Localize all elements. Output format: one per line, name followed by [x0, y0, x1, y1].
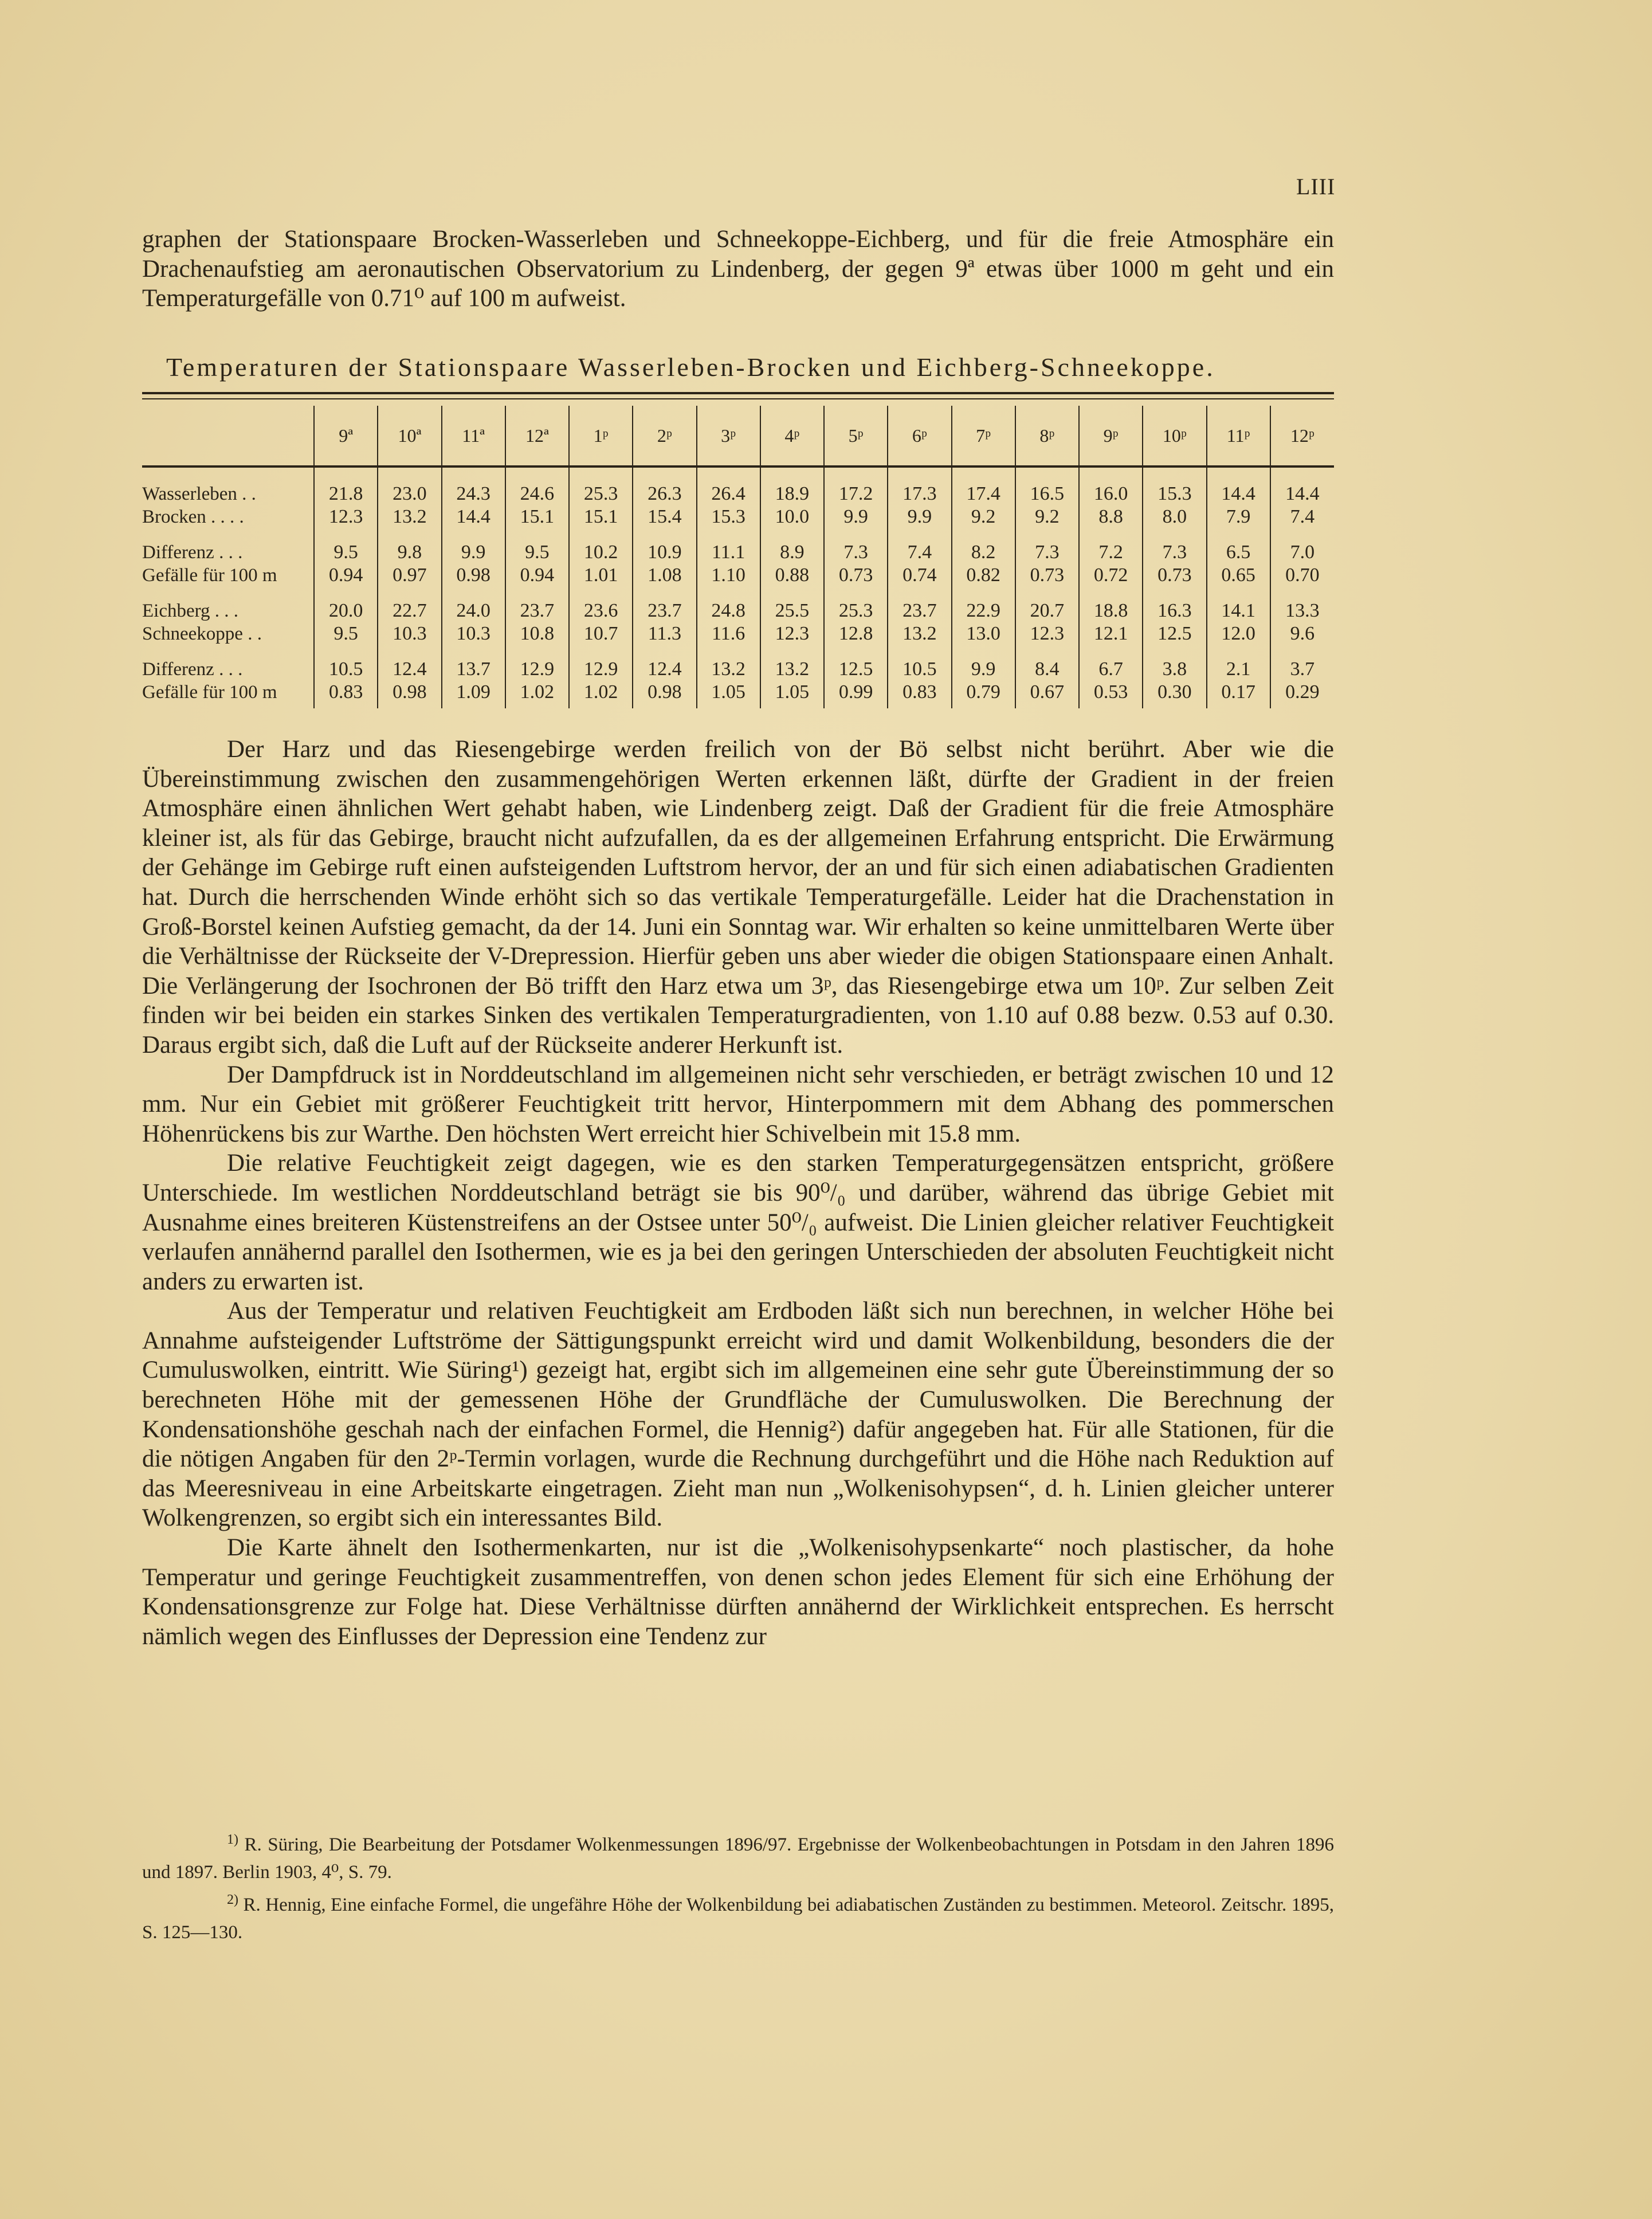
cell-value: 12.4 — [393, 658, 427, 680]
value-cell — [378, 596, 441, 654]
value-cell — [1015, 596, 1079, 654]
value-cell — [633, 596, 696, 654]
cell-value: 0.83 — [902, 681, 937, 703]
cell-value: 15.1 — [520, 506, 555, 527]
header-hour: 4ᵖ — [760, 406, 824, 466]
cell-value: 14.4 — [1285, 483, 1320, 504]
body-text — [142, 735, 1334, 1651]
cell-value: 1.05 — [711, 681, 745, 703]
cell-value: 12.5 — [1157, 623, 1192, 644]
header-hour: 10ᵖ — [1143, 406, 1206, 466]
cell-value: 0.53 — [1093, 681, 1128, 703]
table-row-group — [142, 538, 1334, 596]
cell-value: 0.82 — [966, 564, 1000, 586]
value-cell — [888, 538, 951, 596]
cell-value: 13.7 — [456, 658, 491, 680]
table-row-group — [142, 466, 1334, 538]
value-cell — [442, 654, 505, 708]
value-cell — [952, 538, 1015, 596]
value-cell — [314, 596, 378, 654]
value-cell — [1015, 538, 1079, 596]
cell-value: 13.2 — [902, 623, 937, 644]
table-title: Temperaturen der Stationspaare Wasserleben-Brocken und Eichberg-Schneekoppe. — [166, 352, 1215, 382]
cell-value: 0.94 — [328, 564, 363, 586]
cell-value: 8.2 — [971, 542, 996, 563]
cell-value: 16.0 — [1093, 483, 1128, 504]
header-hour: 9ᵖ — [1079, 406, 1143, 466]
value-cell — [952, 654, 1015, 708]
value-cell — [1079, 596, 1143, 654]
cell-value: 12.3 — [328, 506, 363, 527]
table-top-rule-thin — [142, 398, 1334, 399]
cell-value: 23.0 — [393, 483, 427, 504]
cell-value: 1.02 — [520, 681, 555, 703]
footnotes — [142, 1826, 1334, 1946]
row-label: Gefälle für 100 m — [142, 565, 277, 586]
cell-value: 12.5 — [838, 658, 873, 680]
value-cell — [314, 654, 378, 708]
cell-value: 7.3 — [1162, 542, 1187, 563]
value-cell — [442, 538, 505, 596]
cell-value: 7.2 — [1098, 542, 1123, 563]
value-cell — [1015, 466, 1079, 538]
cell-value: 9.2 — [971, 506, 996, 527]
cell-value: 0.98 — [456, 564, 491, 586]
table-row-group — [142, 654, 1334, 708]
cell-value: 9.6 — [1290, 623, 1315, 644]
cell-value: 11.6 — [712, 623, 745, 644]
value-cell — [1143, 654, 1206, 708]
row-label: Eichberg . . . — [142, 601, 239, 621]
temperature-table — [142, 406, 1334, 708]
value-cell — [633, 538, 696, 596]
cell-value: 1.05 — [775, 681, 810, 703]
cell-value: 13.3 — [1285, 600, 1320, 621]
cell-value: 23.7 — [648, 600, 682, 621]
cell-value: 20.0 — [328, 600, 363, 621]
cell-value: 24.8 — [711, 600, 745, 621]
cell-value: 24.3 — [456, 483, 491, 504]
cell-value: 8.4 — [1035, 658, 1060, 680]
value-cell — [569, 654, 633, 708]
body-paragraph: Der Harz und das Riesengebirge werden freilich von der Bö selbst nicht berührt. Aber wie die Übereinstimmung zwischen den zusammengehörigen Werten erkennen läßt, dürfte der Gradient in der freien Atmosphäre einen ähnlichen Wert gehabt haben, wie Lindenberg zeigt. Daß der Gradient für die freie Atmosphäre kleiner ist, als für das Gebirge, braucht nicht aufzufallen, da es der allgemeinen Erfahrung entspricht. Die Erwärmung der Gehänge im Gebirge ruft einen aufsteigenden Luftstrom hervor, der an und für sich einen adiabatischen Gradienten hat. Durch die herrschenden Winde erhöht sich so das vertikale Temperaturgefälle. Leider hat die Drachenstation in Groß-Borstel keinen Aufstieg gemacht, da der 14. Juni ein Sonntag war. Wir erhalten so keine unmittelbaren Werte über die Verhältnisse der Rückseite der V-Drepression. Hierfür geben uns aber wieder die obigen Stationspaare einen Anhalt. Die Verlängerung der Isochronen der Bö trifft den Harz etwa um 3ᵖ, das Riesengebirge etwa um 10ᵖ. Zur selben Zeit finden wir bei beiden ein starkes Sinken des vertikalen Temperaturgradienten, von 1.10 auf 0.88 bezw. 0.53 auf 0.30. Daraus ergibt sich, daß die Luft auf der Rückseite anderer Herkunft ist. — [142, 736, 1334, 1058]
header-hour: 2ᵖ — [633, 406, 696, 466]
header-hour: 11ᵖ — [1207, 406, 1270, 466]
value-cell — [569, 596, 633, 654]
cell-value: 0.17 — [1221, 681, 1255, 703]
cell-value: 10.5 — [902, 658, 937, 680]
value-cell — [824, 654, 888, 708]
value-cell — [633, 466, 696, 538]
cell-value: 25.3 — [583, 483, 618, 504]
value-cell — [505, 466, 569, 538]
value-cell — [760, 654, 824, 708]
cell-value: 8.9 — [780, 542, 805, 563]
cell-value: 17.4 — [966, 483, 1000, 504]
page-number: LIII — [1296, 174, 1336, 199]
cell-value: 18.8 — [1093, 600, 1128, 621]
row-label: Brocken . . . . — [142, 507, 244, 527]
cell-value: 9.9 — [461, 542, 486, 563]
cell-value: 9.9 — [843, 506, 868, 527]
row-label: Differenz . . . — [142, 542, 243, 563]
value-cell — [505, 654, 569, 708]
value-cell — [824, 466, 888, 538]
cell-value: 13.2 — [393, 506, 427, 527]
cell-value: 0.74 — [902, 564, 937, 586]
cell-value: 3.7 — [1290, 658, 1315, 680]
header-hour: 7ᵖ — [952, 406, 1015, 466]
cell-value: 26.4 — [711, 483, 745, 504]
cell-value: 9.9 — [971, 658, 996, 680]
header-hour: 10ª — [378, 406, 441, 466]
cell-value: 9.9 — [907, 506, 932, 527]
cell-value: 21.8 — [328, 483, 363, 504]
body-paragraph: Die Karte ähnelt den Isothermenkarten, nur ist die „Wolkenisohypsenkarte“ noch plastischer, da hohe Temperatur und geringe Feuchtigkeit zusammentreffen, von denen schon jedes Element für sich eine Erhöhung der Kondensationsgrenze zur Folge hat. Diese Verhältnisse dürften annähernd der Wirklichkeit entsprechen. Es herrscht nämlich wegen des Einflusses der Depression eine Tendenz zur — [142, 1534, 1334, 1650]
cell-value: 0.98 — [648, 681, 682, 703]
cell-value: 18.9 — [775, 483, 810, 504]
value-cell — [442, 596, 505, 654]
cell-value: 0.99 — [838, 681, 873, 703]
cell-value: 9.8 — [397, 542, 422, 563]
cell-value: 3.8 — [1162, 658, 1187, 680]
cell-value: 0.72 — [1093, 564, 1128, 586]
body-paragraph: Die relative Feuchtigkeit zeigt dagegen, wie es den starken Temperaturgegensätzen entspricht, größere Unterschiede. Im westlichen Norddeutschland beträgt sie bis 90⁰/₀ und darüber, während das übrige Gebiet mit Ausnahme eines breiteren Küstenstreifens an der Ostsee unter 50⁰/₀ aufweist. Die Linien gleicher relativer Feuchtigkeit verlaufen annähernd parallel den Isothermen, wie es ja bei den geringen Unterschieden der absoluten Feuchtigkeit nicht anders zu erwarten ist. — [142, 1150, 1334, 1295]
intro-paragraph: graphen der Stationspaare Brocken-Wasserleben und Schneekoppe-Eichberg, und für die freie Atmosphäre ein Drachenaufstieg am aeronautischen Observatorium zu Lindenberg, der gegen 9ª etwas über 1000 m geht und ein Temperaturgefälle von 0.71⁰ auf 100 m aufweist. — [142, 226, 1334, 312]
cell-value: 25.3 — [838, 600, 873, 621]
cell-value: 1.09 — [456, 681, 491, 703]
cell-value: 23.6 — [583, 600, 618, 621]
footnote — [142, 1826, 1334, 1886]
cell-value: 11.3 — [648, 623, 681, 644]
cell-value: 9.5 — [333, 542, 358, 563]
value-cell — [697, 538, 760, 596]
cell-value: 7.0 — [1290, 542, 1315, 563]
cell-value: 13.2 — [775, 658, 810, 680]
cell-value: 7.9 — [1226, 506, 1251, 527]
cell-value: 9.5 — [525, 542, 550, 563]
cell-value: 14.4 — [1221, 483, 1255, 504]
table-body — [142, 466, 1334, 708]
header-label-cell — [142, 406, 314, 466]
value-cell — [697, 466, 760, 538]
header-hour: 6ᵖ — [888, 406, 951, 466]
intro-paragraph-block — [142, 225, 1334, 313]
value-cell — [1207, 538, 1270, 596]
cell-value: 10.3 — [393, 623, 427, 644]
cell-value: 22.7 — [393, 600, 427, 621]
value-cell — [760, 596, 824, 654]
value-cell — [505, 596, 569, 654]
cell-value: 11.1 — [712, 542, 745, 563]
value-cell — [697, 654, 760, 708]
row-label-cell — [142, 538, 314, 596]
table-row-group — [142, 596, 1334, 654]
footnote-text: R. Süring, Die Bearbeitung der Potsdamer Wolkenmessungen 1896/97. Ergebnisse der Wolkenbeobachtungen in Potsdam in den Jahren 1896 und 1897. Berlin 1903, 4⁰, S. 79. — [142, 1834, 1334, 1883]
value-cell — [1270, 466, 1334, 538]
value-cell — [697, 596, 760, 654]
cell-value: 15.4 — [648, 506, 682, 527]
cell-value: 0.73 — [1030, 564, 1065, 586]
value-cell — [1143, 538, 1206, 596]
value-cell — [952, 596, 1015, 654]
row-label: Wasserleben . . — [142, 484, 256, 504]
cell-value: 12.3 — [1030, 623, 1065, 644]
cell-value: 1.10 — [711, 564, 745, 586]
value-cell — [1207, 466, 1270, 538]
value-cell — [1143, 596, 1206, 654]
value-cell — [760, 538, 824, 596]
header-hour: 1ᵖ — [569, 406, 633, 466]
cell-value: 12.1 — [1093, 623, 1128, 644]
value-cell — [760, 466, 824, 538]
value-cell — [1079, 538, 1143, 596]
cell-value: 25.5 — [775, 600, 810, 621]
cell-value: 23.7 — [520, 600, 555, 621]
cell-value: 7.4 — [907, 542, 932, 563]
value-cell — [1270, 596, 1334, 654]
cell-value: 8.0 — [1162, 506, 1187, 527]
value-cell — [1270, 654, 1334, 708]
header-hour: 3ᵖ — [697, 406, 760, 466]
header-hour: 8ᵖ — [1015, 406, 1079, 466]
value-cell — [1015, 654, 1079, 708]
footnote — [142, 1886, 1334, 1946]
value-cell — [824, 538, 888, 596]
value-cell — [1207, 654, 1270, 708]
cell-value: 0.73 — [838, 564, 873, 586]
cell-value: 7.4 — [1290, 506, 1315, 527]
cell-value: 7.3 — [1035, 542, 1060, 563]
cell-value: 14.1 — [1221, 600, 1255, 621]
header-hour: 12ᵖ — [1270, 406, 1334, 466]
value-cell — [633, 654, 696, 708]
cell-value: 24.0 — [456, 600, 491, 621]
value-cell — [1079, 654, 1143, 708]
cell-value: 22.9 — [966, 600, 1000, 621]
value-cell — [314, 538, 378, 596]
cell-value: 16.5 — [1030, 483, 1065, 504]
value-cell — [888, 466, 951, 538]
cell-value: 12.8 — [838, 623, 873, 644]
footnote-mark: 2) — [227, 1892, 238, 1907]
body-paragraph: Aus der Temperatur und relativen Feuchtigkeit am Erdboden läßt sich nun berechnen, in welcher Höhe bei Annahme aufsteigender Luftströme der Sättigungspunkt erreicht wird und damit Wolkenbildung, besonders die der Cumuluswolken, eintritt. Wie Süring¹) gezeigt hat, ergibt sich im allgemeinen eine sehr gute Übereinstimmung der so berechneten Höhe mit der gemessenen Höhe der Grundfläche der Cumuluswolken. Die Berechnung der Kondensationshöhe geschah nach der einfachen Formel, die Hennig²) dafür angegeben hat. Für alle Stationen, für die die nötigen Angaben für den 2ᵖ-Termin vorlagen, wurde die Rechnung durchgeführt und die Höhe nach Reduktion auf das Meeresniveau in eine Arbeitskarte eingetragen. Zieht man nun „Wolkenisohypsen“, d. h. Linien gleicher unterer Wolkengrenzen, so ergibt sich ein interessantes Bild. — [142, 1297, 1334, 1532]
cell-value: 20.7 — [1030, 600, 1065, 621]
cell-value: 12.9 — [520, 658, 555, 680]
cell-value: 23.7 — [902, 600, 937, 621]
cell-value: 0.83 — [328, 681, 363, 703]
row-label: Schneekoppe . . — [142, 624, 262, 644]
cell-value: 14.4 — [456, 506, 491, 527]
cell-value: 26.3 — [648, 483, 682, 504]
cell-value: 10.5 — [328, 658, 363, 680]
cell-value: 10.0 — [775, 506, 810, 527]
cell-value: 10.8 — [520, 623, 555, 644]
row-label: Gefälle für 100 m — [142, 682, 277, 703]
row-label: Differenz . . . — [142, 659, 243, 680]
row-label-cell — [142, 466, 314, 538]
cell-value: 0.30 — [1157, 681, 1192, 703]
cell-value: 1.08 — [648, 564, 682, 586]
value-cell — [378, 466, 441, 538]
cell-value: 0.94 — [520, 564, 555, 586]
cell-value: 6.5 — [1226, 542, 1251, 563]
cell-value: 16.3 — [1157, 600, 1192, 621]
footnote-mark: 1) — [227, 1832, 238, 1847]
cell-value: 12.0 — [1221, 623, 1255, 644]
value-cell — [1207, 596, 1270, 654]
cell-value: 8.8 — [1098, 506, 1123, 527]
value-cell — [888, 654, 951, 708]
cell-value: 13.2 — [711, 658, 745, 680]
cell-value: 7.3 — [843, 542, 868, 563]
cell-value: 0.29 — [1285, 681, 1320, 703]
cell-value: 6.7 — [1098, 658, 1123, 680]
cell-value: 15.3 — [1157, 483, 1192, 504]
value-cell — [824, 596, 888, 654]
cell-value: 1.02 — [583, 681, 618, 703]
cell-value: 12.3 — [775, 623, 810, 644]
value-cell — [378, 538, 441, 596]
cell-value: 0.97 — [393, 564, 427, 586]
value-cell — [569, 466, 633, 538]
cell-value: 12.4 — [648, 658, 682, 680]
value-cell — [314, 466, 378, 538]
value-cell — [1143, 466, 1206, 538]
footnote-text: R. Hennig, Eine einfache Formel, die ungefähre Höhe der Wolkenbildung bei adiabatischen Zuständen zu bestimmen. Meteorol. Zeitschr. 1895, S. 125—130. — [142, 1895, 1335, 1943]
value-cell — [888, 596, 951, 654]
cell-value: 1.01 — [583, 564, 618, 586]
cell-value: 10.2 — [583, 542, 618, 563]
cell-value: 10.9 — [648, 542, 682, 563]
cell-value: 0.98 — [393, 681, 427, 703]
header-hour: 12ª — [505, 406, 569, 466]
header-hour: 11ª — [442, 406, 505, 466]
cell-value: 9.2 — [1035, 506, 1060, 527]
body-paragraph: Der Dampfdruck ist in Norddeutschland im allgemeinen nicht sehr verschieden, er beträgt zwischen 10 und 12 mm. Nur ein Gebiet mit größerer Feuchtigkeit tritt hervor, Hinterpommern mit dem Abhang des pommerschen Höhenrückens bis zur Warthe. Den höchsten Wert erreicht hier Schivelbein mit 15.8 mm. — [142, 1061, 1334, 1147]
cell-value: 0.67 — [1030, 681, 1065, 703]
table-header-row — [142, 406, 1334, 466]
row-label-cell — [142, 654, 314, 708]
cell-value: 15.1 — [583, 506, 618, 527]
value-cell — [569, 538, 633, 596]
cell-value: 17.3 — [902, 483, 937, 504]
cell-value: 0.65 — [1221, 564, 1255, 586]
header-hour: 9ª — [314, 406, 378, 466]
value-cell — [442, 466, 505, 538]
cell-value: 24.6 — [520, 483, 555, 504]
table-top-rule — [142, 392, 1334, 394]
cell-value: 0.79 — [966, 681, 1000, 703]
cell-value: 12.9 — [583, 658, 618, 680]
cell-value: 10.7 — [583, 623, 618, 644]
cell-value: 9.5 — [333, 623, 358, 644]
value-cell — [1079, 466, 1143, 538]
cell-value: 10.3 — [456, 623, 491, 644]
row-label-cell — [142, 596, 314, 654]
value-cell — [505, 538, 569, 596]
cell-value: 15.3 — [711, 506, 745, 527]
cell-value: 0.70 — [1285, 564, 1320, 586]
cell-value: 0.88 — [775, 564, 810, 586]
value-cell — [378, 654, 441, 708]
header-hour: 5ᵖ — [824, 406, 888, 466]
cell-value: 13.0 — [966, 623, 1000, 644]
cell-value: 2.1 — [1226, 658, 1251, 680]
cell-value: 0.73 — [1157, 564, 1192, 586]
value-cell — [1270, 538, 1334, 596]
value-cell — [952, 466, 1015, 538]
cell-value: 17.2 — [838, 483, 873, 504]
